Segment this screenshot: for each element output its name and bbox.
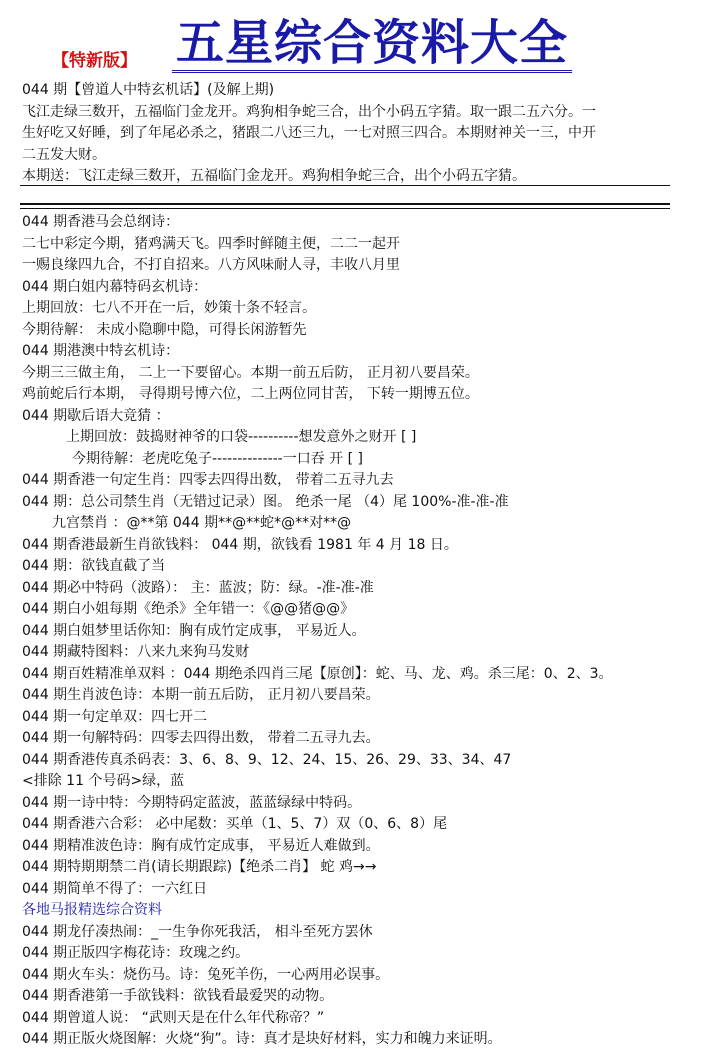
text-line: 044 期火车头：烧伤马。诗：兔死羊伤，一心两用必误事。 <box>22 966 390 983</box>
top-text-line: 二五发大财。 <box>22 146 106 163</box>
text-line: 044 期曾道人说： “武则天是在什么年代称帝？” <box>22 1009 325 1026</box>
section-heading: 044 期香港马会总纲诗： <box>22 214 180 230</box>
divider-thin-2 <box>20 208 670 209</box>
text-line: 044 期香港一句定生肖：四零去四得出数， 带着二五寻九去 <box>22 472 394 488</box>
riddle-line: 今期待解：老虎吃兔子--------------一口吞 开 [ ] <box>72 450 363 467</box>
text-line: 044 期香港第一手欲钱料：欲钱看最爱哭的动物。 <box>22 988 334 1004</box>
top-text-line: 生好吃又好睡，到了年尾必杀之，猪跟二八还三九，一七对照三四合。本期财神关一三，中开 <box>22 125 596 141</box>
text-line: 044 期精准波色诗：胸有成竹定成事， 平易近人难做到。 <box>22 837 380 854</box>
text-line: 044 期必中特码（波路）： 主：蓝波；防：绿。-准-准-准 <box>22 579 374 596</box>
main-section <box>22 212 690 1051</box>
text-line: 044 期藏特图料：八来九来狗马发财 <box>22 644 250 660</box>
text-line: 044 期一句定单双：四七开二 <box>22 708 208 725</box>
page-title: 五星综合资料大全 <box>172 16 572 73</box>
text-line: 044 期百姓精准单双料 ：044 期绝杀四肖三尾【原创】：蛇、马、龙、鸡。杀三尾：0、2、3。 <box>22 665 613 682</box>
text-line: 上期回放：七八不开在一后，妙策十条不轻言。 <box>22 300 316 316</box>
text-line: 044 期香港传真杀码表：3、6、8、9、12、24、15、26、29、33、34、47 <box>22 751 512 768</box>
top-heading: 044 期【曾道人中特玄机话】(及解上期) <box>22 82 275 98</box>
text-line: <排除 11 个号码>绿，蓝 <box>22 773 185 789</box>
header <box>0 0 706 80</box>
text-line: 044 期龙仔凑热闹：_一生争你死我活， 相斗至死方罢休 <box>22 923 373 940</box>
text-line: 044 期生肖波色诗：本期一前五后防， 正月初八要昌荣。 <box>22 687 380 703</box>
text-line: 044 期正版火烧图解：火烧“狗”。诗：真才是块好材料，实力和魄力来证明。 <box>22 1031 502 1047</box>
top-text-line: 飞江走绿三数开，五福临门金龙开。鸡狗相争蛇三合，出个小码五字猜。取一跟二五六分。一 <box>22 103 596 120</box>
edition-label: 【特新版】 <box>52 51 137 71</box>
text-line: 044 期香港最新生肖欲钱料： 044 期，欲钱看 1981 年 4 月 18 日。 <box>22 536 458 553</box>
divider-thin <box>20 185 670 186</box>
top-send-line: 本期送：飞江走绿三数开，五福临门金龙开。鸡狗相争蛇三合，出个小码五字猜。 <box>22 168 526 184</box>
poem-line: 二七中彩定今期，猪鸡满天飞。四季时鲜随主便，二二一起开 <box>22 235 400 252</box>
text-line: 044 期：欲钱直截了当 <box>22 558 166 574</box>
top-section <box>22 80 690 188</box>
section-heading: 044 期港澳中特玄机诗： <box>22 343 180 359</box>
text-line: 044 期一句解特码：四零去四得出数， 带着二五寻九去。 <box>22 730 380 746</box>
text-line: 鸡前蛇后行本期， 寻得期号博六位，二上两位同甘苦， 下转一期博五位。 <box>22 386 479 402</box>
section-heading: 044 期歇后语大竞猜 ： <box>22 407 170 424</box>
riddle-line: 上期回放：鼓捣财神爷的口袋----------想发意外之财开 [ ] <box>66 429 417 445</box>
subsection-heading: 各地马报精选综合资料 <box>22 902 162 918</box>
text-line: 九宫禁肖 ：@**第 044 期**@**蛇*@**对**@ <box>52 515 352 531</box>
text-line: 044 期正版四字梅花诗：玫瑰之约。 <box>22 945 250 961</box>
text-line: 今期待解： 未成小隐聊中隐，可得长闲游暂先 <box>22 321 307 338</box>
section-heading: 044 期白姐内幕特码玄机诗： <box>22 278 208 295</box>
text-line: 044 期：总公司禁生肖（无错过记录）图。 绝杀一尾 （4）尾 100%-准-准-准 <box>22 493 509 510</box>
text-line: 044 期香港六合彩： 必中尾数：买单（1、5、7）双（0、6、8）尾 <box>22 816 448 832</box>
text-line: 044 期白小姐每期《绝杀》全年错一：《@@猪@@》 <box>22 601 355 617</box>
divider-thick <box>20 203 670 205</box>
text-line: 今期三三做主角， 二上一下要留心。本期一前五后防， 正月初八要昌荣。 <box>22 364 479 381</box>
text-line: 044 期白姐梦里话你知：胸有成竹定成事， 平易近人。 <box>22 622 366 639</box>
text-line: 044 期一诗中特：今期特码定蓝波，蓝蓝绿绿中特码。 <box>22 794 362 811</box>
text-line: 044 期简单不得了：一六红日 <box>22 880 208 897</box>
text-line: 044 期特期期禁二肖(请长期跟踪)【绝杀二肖】 蛇 鸡→→ <box>22 859 377 875</box>
poem-line: 一赐良缘四九合，不打自招来。八方风味耐人寻，丰收八月里 <box>22 257 400 273</box>
